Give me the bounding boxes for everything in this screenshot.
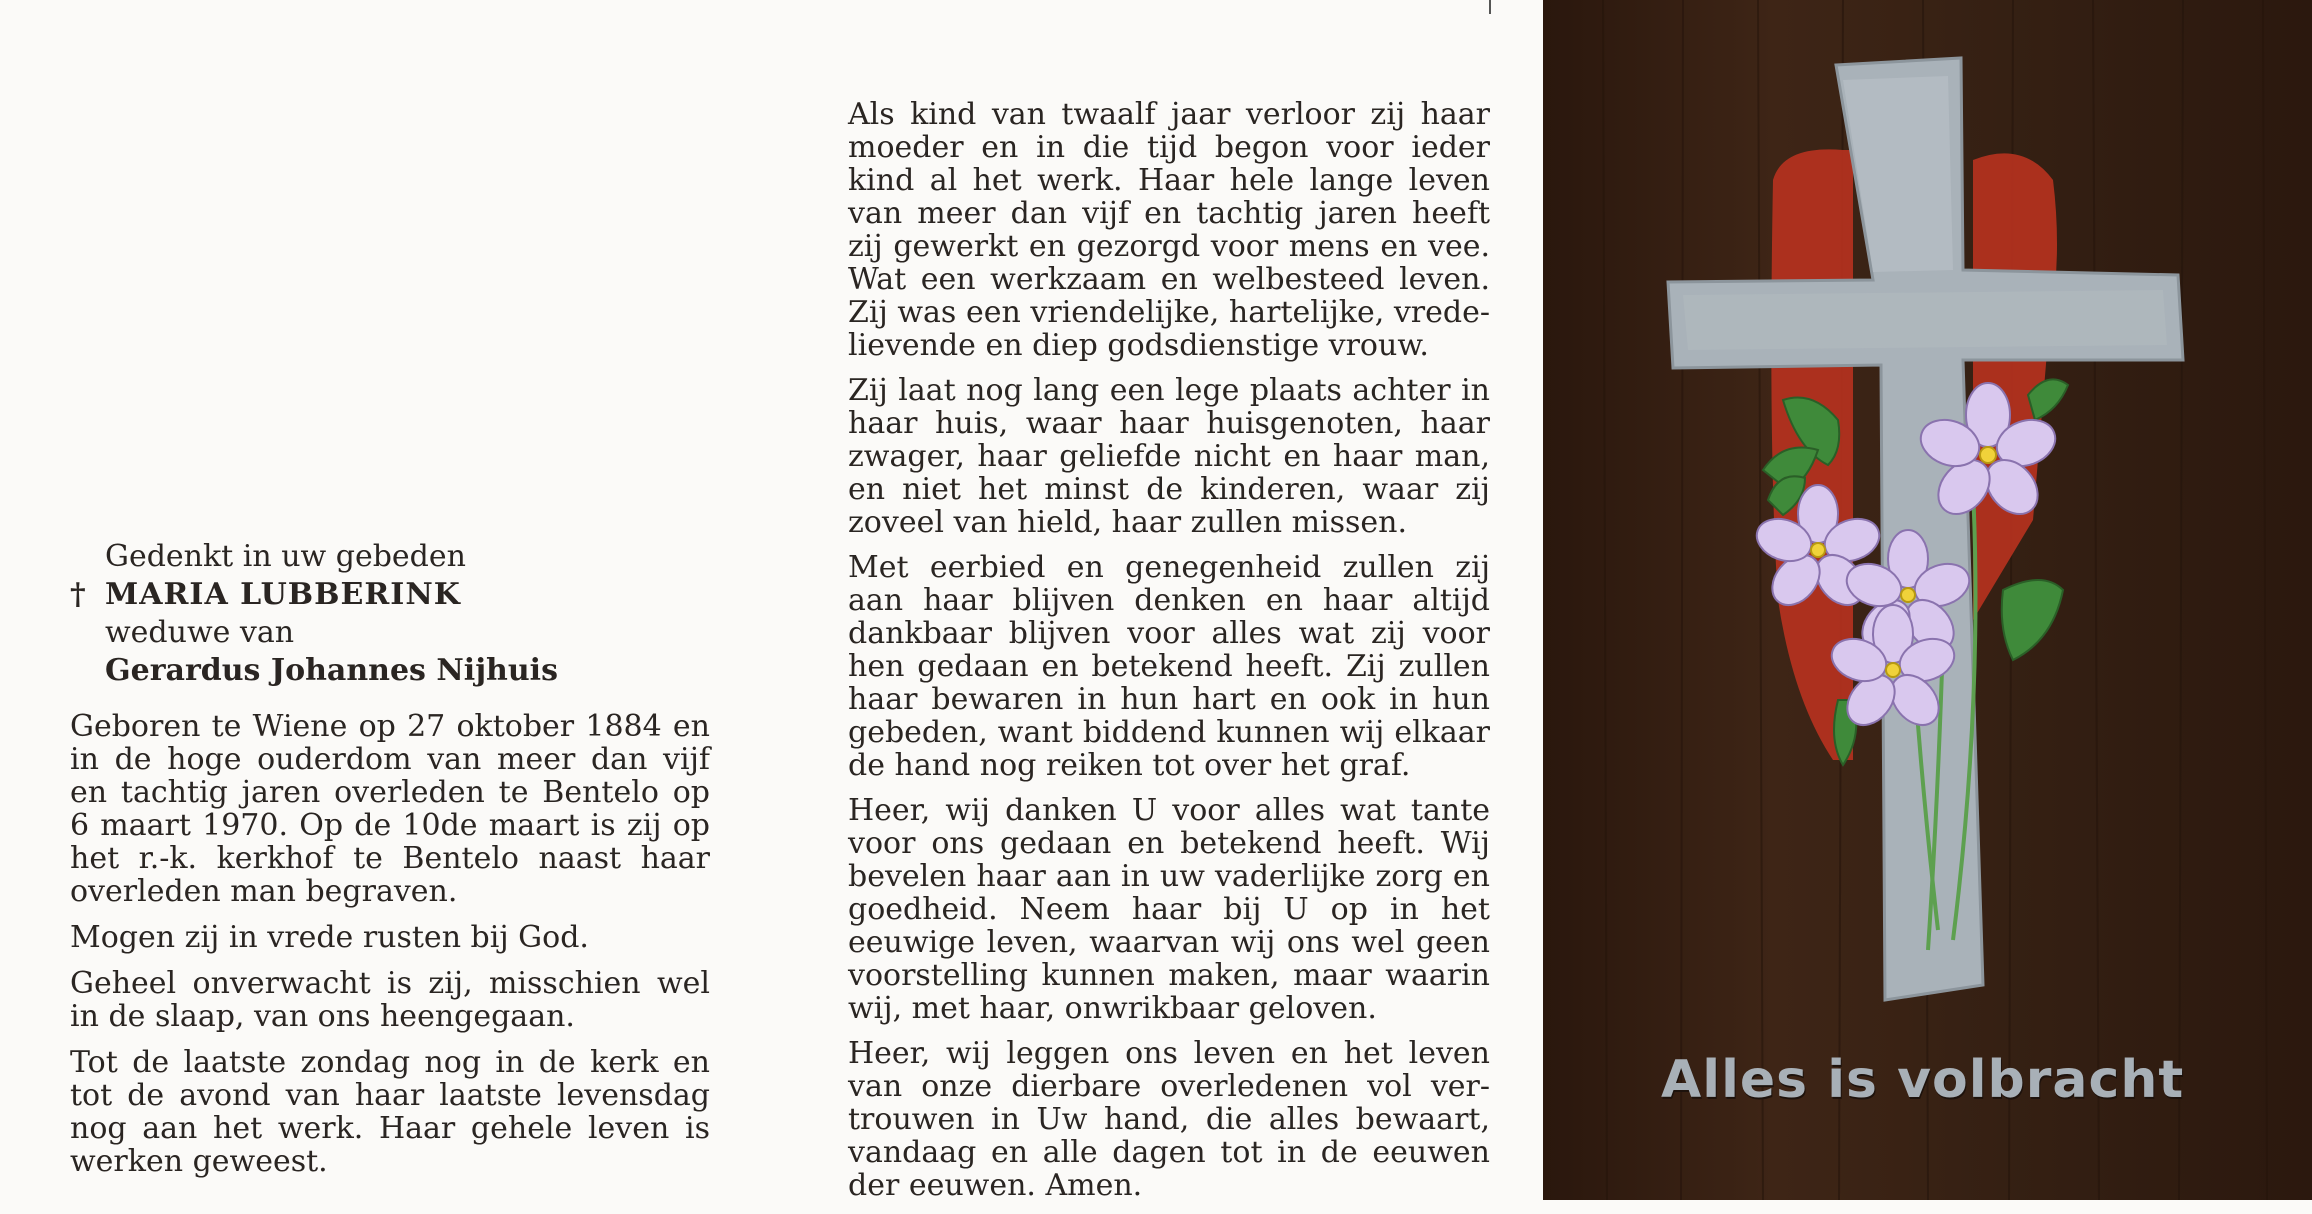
paragraph: Heer, wij danken U voor alles wat tante voor ons gedaan en betekend heeft. Wij bevelen haar aan in uw vaderlijke zorg en goedheid. Neem haar bij U op in het eeuwige leven, waarvan wij ons wel geen voorstelling kunnen maken, maar waarin wij, met haar, onwrikbaar geloven.: [848, 793, 1490, 1026]
left-text-block: [70, 710, 710, 1191]
memorial-header: [70, 538, 710, 690]
fold-mark: [1489, 0, 1491, 14]
middle-page: [780, 0, 1540, 1203]
left-page: [0, 0, 780, 1200]
relation-text: weduwe van: [105, 615, 295, 650]
deceased-name-line: [70, 576, 710, 614]
paragraph: Geboren te Wiene op 27 oktober 1884 en in de hoge ouderdom van meer dan vijf en tachtig jaren overleden te Bentelo op 6 maart 1970. Op de 10de maart is zij op het r.-k. kerkhof te Bentelo naast haar overleden man begraven.: [70, 709, 710, 909]
paragraph: Als kind van twaalf jaar verloor zij haar moeder en in die tijd begon voor ieder kind al het werk. Haar hele lange leven van meer dan vijf en tachtig jaren heeft zij gewerkt en gezorgd voor mens en vee. Wat een werkzaam en welbesteed leven. Zij was een vriendelijke, hartelijke, vredelievende en diep godsdienstige vrouw.: [848, 97, 1490, 363]
paragraph: Geheel onverwacht is zij, misschien wel in de slaap, van ons heengegaan.: [70, 966, 710, 1034]
deceased-name: MARIA LUBBERINK: [105, 577, 461, 612]
paragraph: Heer, wij leggen ons leven en het leven van onze dierbare overledenen vol vertrouwen in Uw hand, die alles bewaart, vandaag en alle dagen tot in de eeuwen der eeuwen. Amen.: [848, 1036, 1490, 1203]
paragraph: Zij laat nog lang een lege plaats achter in haar huis, waar haar huisgenoten, haar zwager, haar geliefde nicht en haar man, en niet het minst de kinderen, waar zij zoveel van hield, haar zullen missen.: [848, 373, 1490, 540]
picture-panel: [1543, 0, 2312, 1200]
cross-illustration: [1543, 0, 2312, 1200]
paragraph: Met eerbied en genegenheid zullen zij aan haar blijven denken en haar altijd dankbaar blijven voor alles wat zij voor hen gedaan en betekend heeft. Zij zullen haar bewaren in hun hart en ook in hun gebeden, want biddend kunnen wij elkaar de hand nog reiken tot over het graf.: [848, 550, 1490, 783]
paragraph: Mogen zij in vrede rusten bij God.: [70, 920, 589, 955]
paragraph: Tot de laatste zondag nog in de kerk en tot de avond van haar laatste levensdag nog aan het werk. Haar gehele leven is werken geweest.: [70, 1045, 710, 1179]
motto-text: Alles is volbracht: [1661, 1050, 2185, 1110]
prayer-request: Gedenkt in uw gebeden: [105, 539, 466, 574]
cross-icon: †: [70, 577, 87, 612]
husband-name: Gerardus Johannes Nijhuis: [105, 653, 558, 688]
middle-text-block: [848, 98, 1490, 1214]
